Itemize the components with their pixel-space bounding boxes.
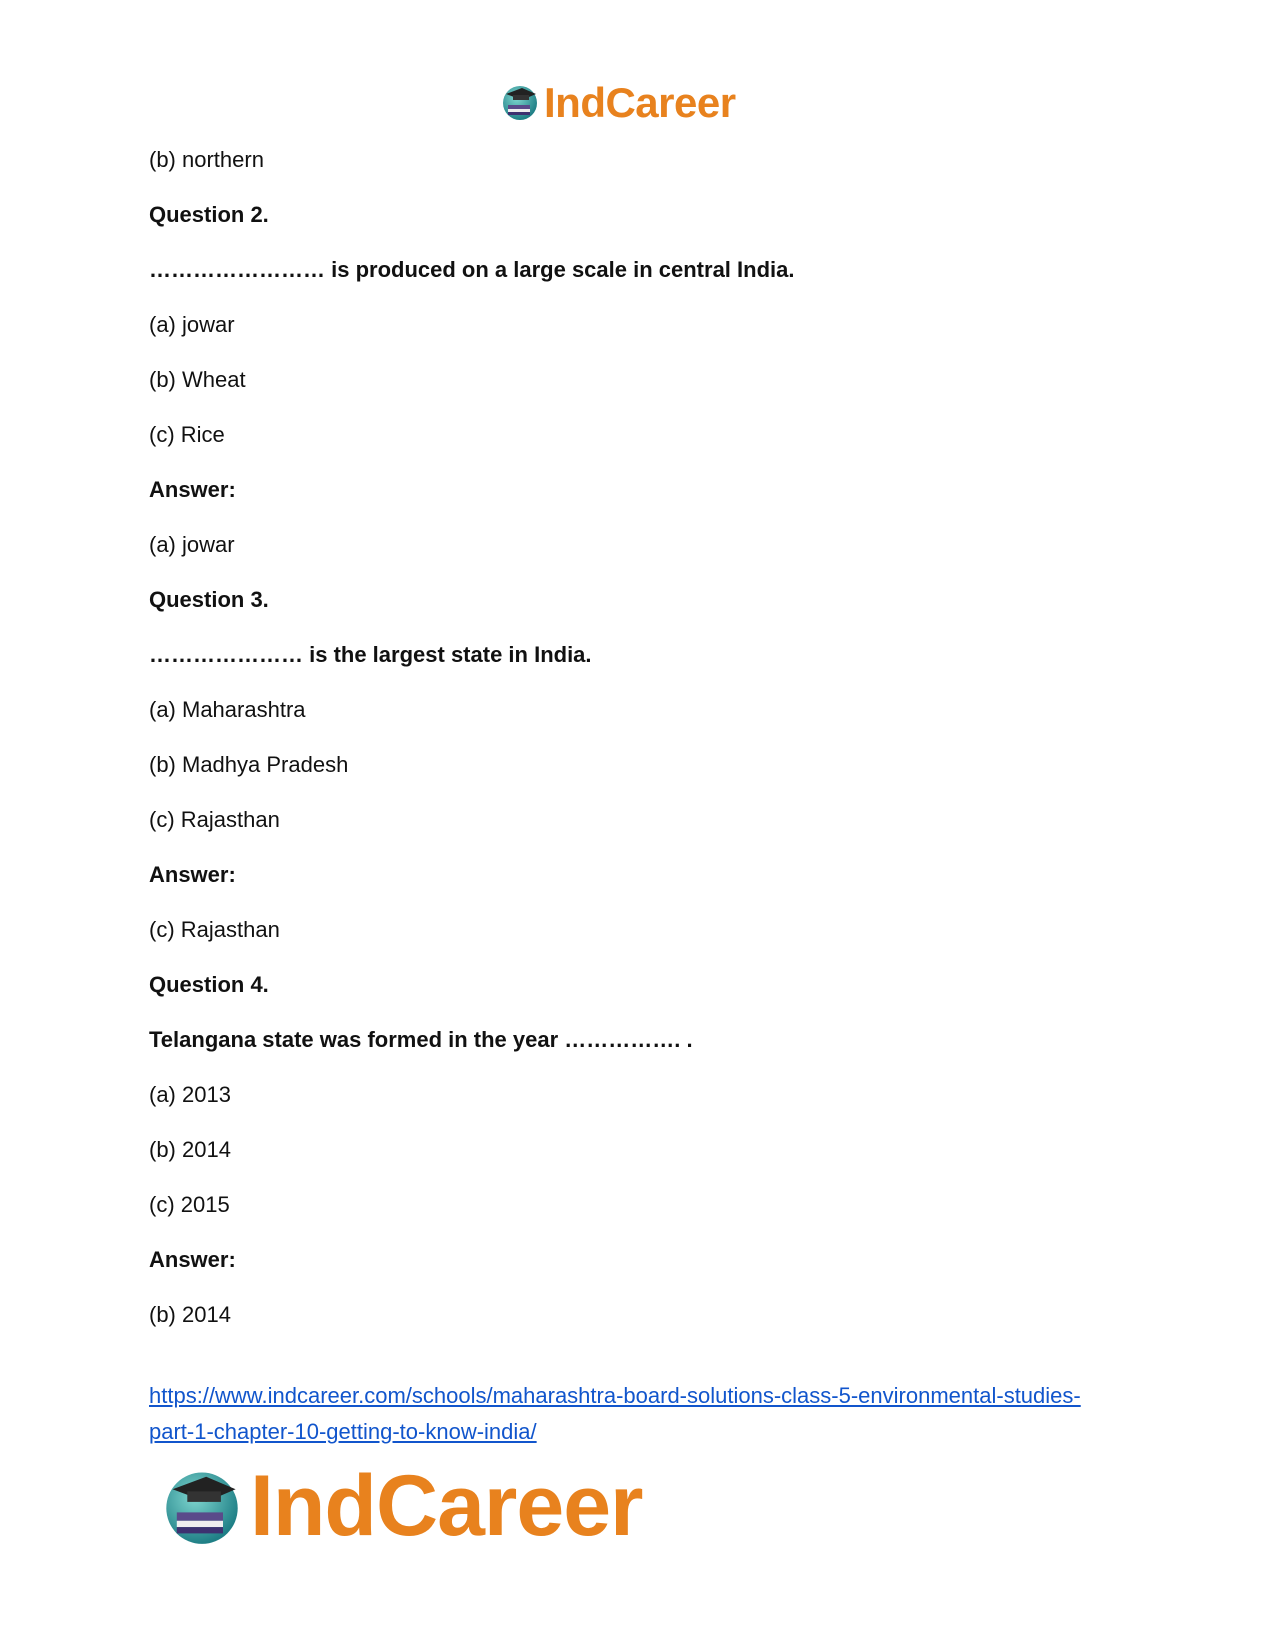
question-heading: Question 2. [149, 202, 269, 227]
graduation-globe-book-icon [160, 1462, 244, 1551]
question-text: …………………… is produced on a large scale in central India. [149, 257, 795, 282]
footer-logo [160, 1460, 643, 1552]
header-logo-text: IndCareer [544, 79, 736, 126]
answer-heading: Answer: [149, 477, 236, 502]
document-body [149, 146, 1129, 1356]
option-line: (b) 2014 [149, 1137, 231, 1162]
option-line: (b) Madhya Pradesh [149, 752, 349, 777]
question-heading: Question 3. [149, 587, 269, 612]
answer-text: (a) jowar [149, 532, 235, 557]
source-link-line-2: part-1-chapter-10-getting-to-know-india/ [149, 1419, 537, 1444]
option-line: (b) northern [149, 147, 264, 172]
question-text: Telangana state was formed in the year ……………. . [149, 1027, 693, 1052]
source-link-block [149, 1378, 1149, 1450]
option-line: (b) Wheat [149, 367, 246, 392]
option-line: (c) 2015 [149, 1192, 230, 1217]
answer-heading: Answer: [149, 862, 236, 887]
source-link-line-1: https://www.indcareer.com/schools/maharashtra-board-solutions-class-5-environmental-studies- [149, 1383, 1081, 1408]
option-line: (a) 2013 [149, 1082, 231, 1107]
question-heading: Question 4. [149, 972, 269, 997]
answer-text: (c) Rajasthan [149, 917, 280, 942]
graduation-globe-book-icon [500, 81, 540, 126]
option-line: (a) Maharashtra [149, 697, 306, 722]
option-line: (a) jowar [149, 312, 235, 337]
answer-text: (b) 2014 [149, 1302, 231, 1327]
header-logo [500, 78, 736, 128]
option-line: (c) Rice [149, 422, 225, 447]
option-line: (c) Rajasthan [149, 807, 280, 832]
footer-logo-text: IndCareer [250, 1458, 643, 1554]
answer-heading: Answer: [149, 1247, 236, 1272]
question-text: ………………… is the largest state in India. [149, 642, 592, 667]
source-link[interactable] [149, 1383, 1081, 1444]
